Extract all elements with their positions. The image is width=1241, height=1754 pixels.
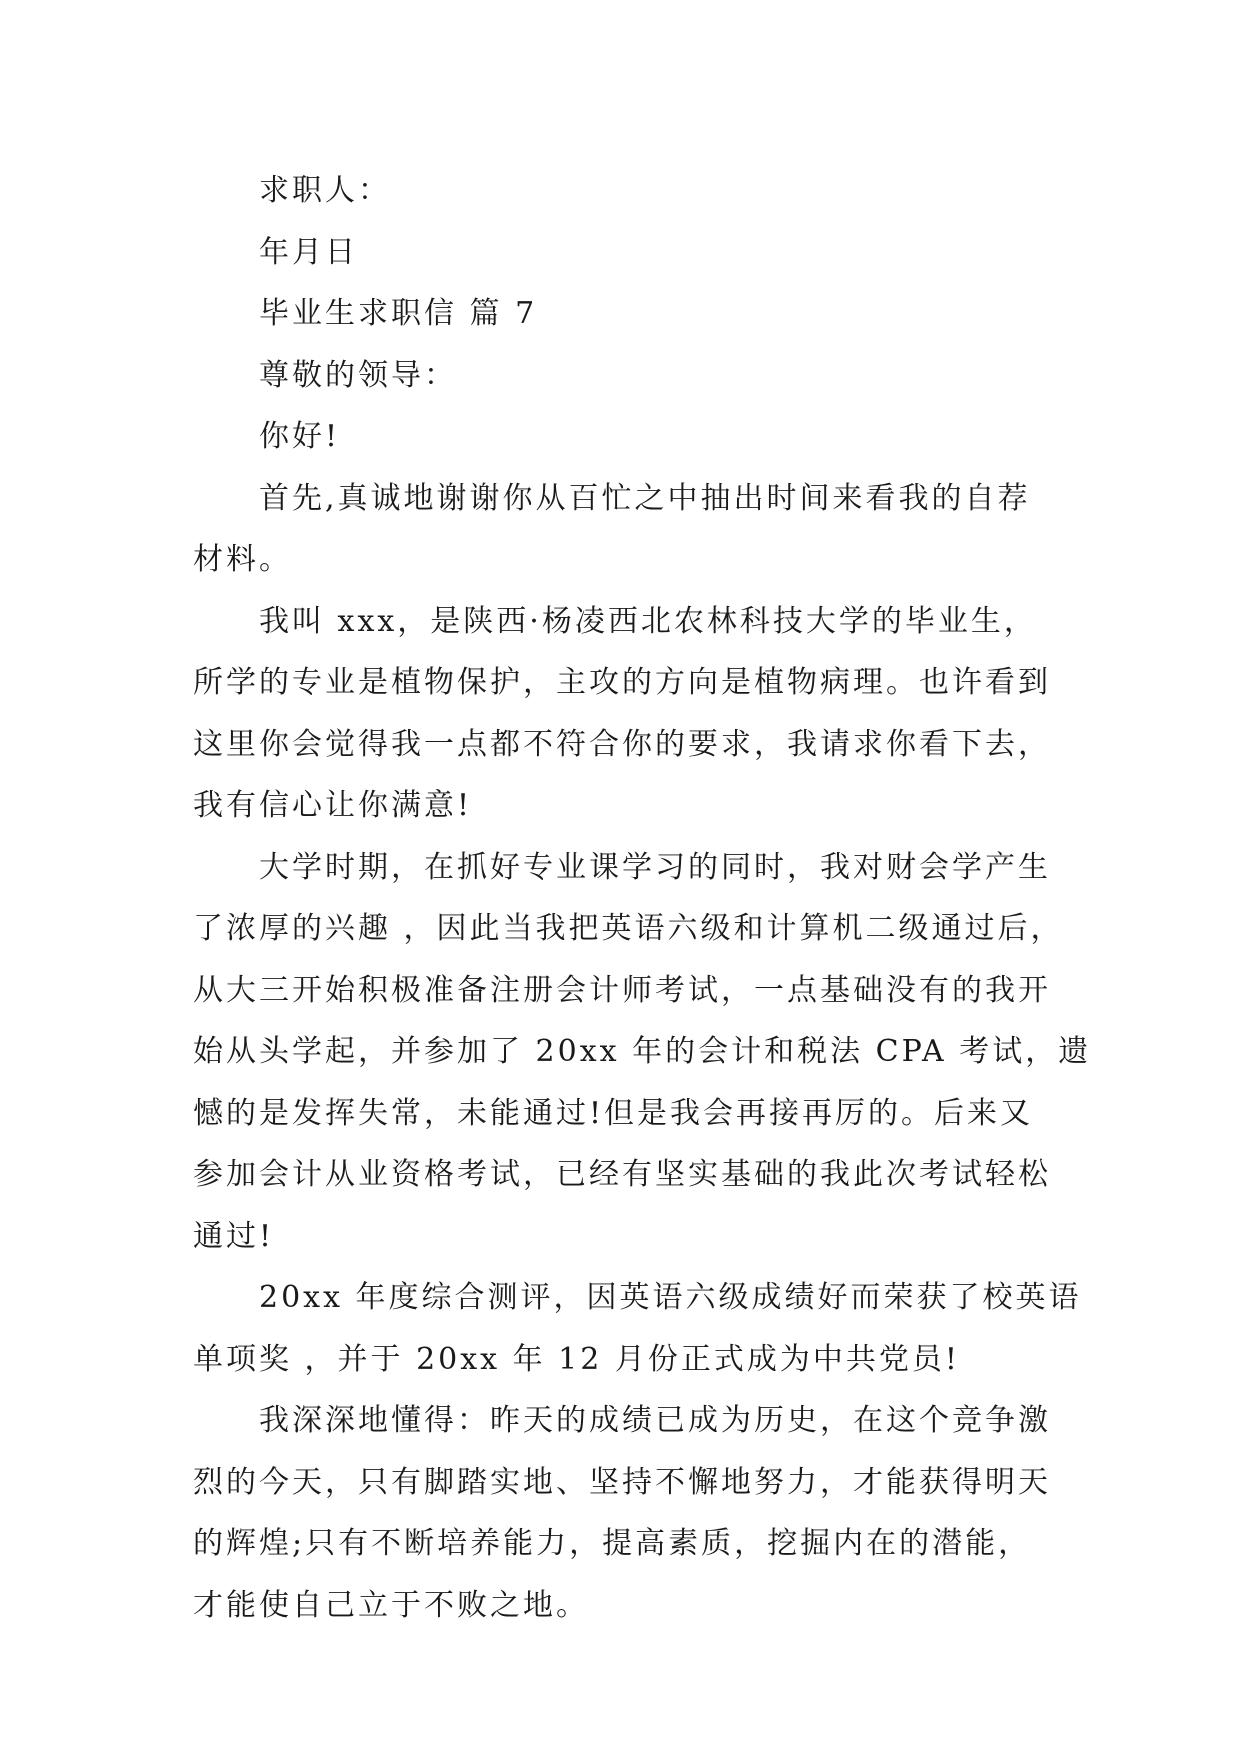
text-line: 始从头学起，并参加了 20xx 年的会计和税法 CPA 考试，遗 [193, 1034, 1092, 1069]
text-line: 这里你会觉得我一点都不符合你的要求，我请求你看下去， [193, 726, 1051, 762]
text-line: 大学时期，在抓好专业课学习的同时，我对财会学产生 [259, 849, 1051, 885]
text-line: 我深深地懂得：昨天的成绩已成为历史，在这个竞争激 [259, 1403, 1051, 1438]
text-line: 从大三开始积极准备注册会计师考试，一点基础没有的我开 [193, 972, 1051, 1008]
text-line: 我叫 xxx，是陕西·杨凌西北农林科技大学的毕业生， [259, 603, 1037, 639]
letter-body [193, 160, 1092, 1636]
text-line: 20xx 年度综合测评，因英语六级成绩好而荣获了校英语 [259, 1280, 1082, 1315]
letter-heading: 毕业生求职信 篇 7 [259, 296, 538, 331]
text-line: 的辉煌;只有不断培养能力，提高素质，挖掘内在的潜能， [193, 1526, 1032, 1561]
text-line: 我有信心让你满意! [193, 788, 473, 823]
text-line: 年月日 [259, 234, 358, 270]
text-line: 材料。 [193, 542, 292, 577]
text-line: 所学的专业是植物保护，主攻的方向是植物病理。也许看到 [193, 665, 1051, 700]
text-line: 单项奖 ，并于 20xx 年 12 月份正式成为中共党员! [193, 1341, 960, 1377]
text-line: 憾的是发挥失常，未能通过!但是我会再接再厉的。后来又 [193, 1095, 1034, 1131]
salutation: 尊敬的领导： [259, 357, 457, 393]
text-line: 才能使自己立于不败之地。 [193, 1587, 589, 1623]
text-line: 首先,真诚地谢谢你从百忙之中抽出时间来看我的自荐 [259, 480, 1031, 516]
text-line: 通过! [193, 1218, 275, 1254]
text-line: 了浓厚的兴趣 ，因此当我把英语六级和计算机二级通过后， [193, 911, 1064, 946]
text-line: 参加会计从业资格考试，已经有坚实基础的我此次考试轻松 [193, 1157, 1051, 1192]
text-line: 烈的今天，只有脚踏实地、坚持不懈地努力，才能获得明天 [193, 1464, 1051, 1500]
text-line: 求职人： [259, 173, 391, 208]
greeting: 你好! [259, 419, 341, 454]
